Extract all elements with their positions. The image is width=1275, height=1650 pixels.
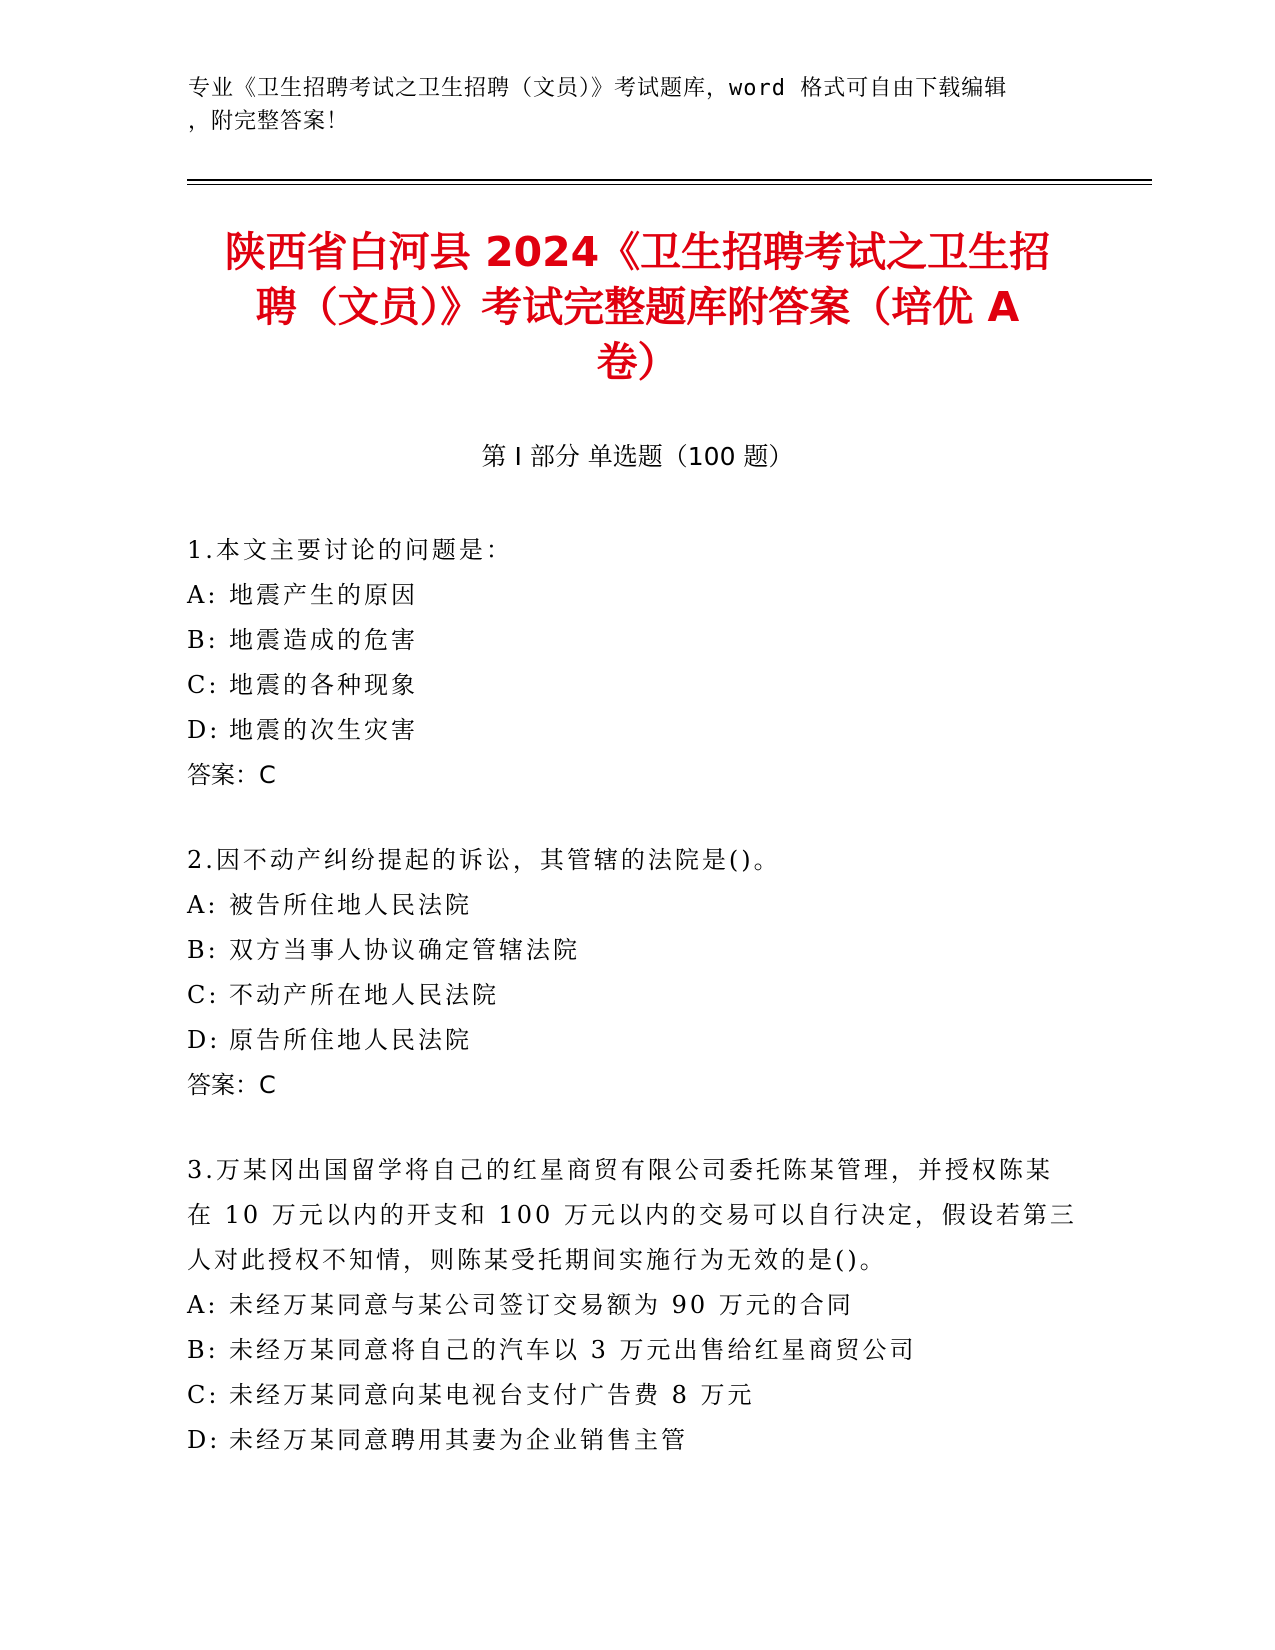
header-note xyxy=(188,72,1088,138)
option-letter: C: xyxy=(187,981,220,1009)
option-letter: B: xyxy=(187,1336,219,1364)
option-text: 未经万某同意将自己的汽车以 3 万元出售给红星商贸公司 xyxy=(229,1336,917,1364)
option-text: 双方当事人协议确定管辖法院 xyxy=(229,936,580,964)
option-text: 未经万某同意聘用其妻为企业销售主管 xyxy=(229,1426,688,1454)
document-title-line-1: 陕西省白河县 2024《卫生招聘考试之卫生招 xyxy=(224,228,1051,276)
question-3 xyxy=(187,1148,1077,1463)
option-b xyxy=(187,1328,1077,1373)
option-c xyxy=(187,1373,1077,1418)
option-letter: D: xyxy=(187,716,221,744)
question-1 xyxy=(187,528,1077,798)
option-b xyxy=(187,618,1077,663)
option-letter: D: xyxy=(187,1426,221,1454)
option-text: 地震产生的原因 xyxy=(229,581,418,609)
option-text: 地震的各种现象 xyxy=(229,671,418,699)
option-c xyxy=(187,663,1077,708)
header-note-line-2: ，附完整答案！ xyxy=(188,109,350,134)
option-text: 地震的次生灾害 xyxy=(229,716,418,744)
option-a xyxy=(187,573,1077,618)
document-title-line-3: 卷） xyxy=(596,338,679,386)
option-d xyxy=(187,1418,1077,1463)
answer-line: 答案：C xyxy=(187,761,276,789)
option-b xyxy=(187,928,1077,973)
document-title xyxy=(170,225,1105,390)
option-d xyxy=(187,1018,1077,1063)
question-stem: 3.万某冈出国留学将自己的红星商贸有限公司委托陈某管理，并授权陈某在 10 万元以内的开支和 100 万元以内的交易可以自行决定，假设若第三人对此授权不知情，则陈某受托期间实施行为无效的是()。 xyxy=(187,1156,1077,1274)
option-text: 被告所住地人民法院 xyxy=(229,891,472,919)
question-stem: 2.因不动产纠纷提起的诉讼，其管辖的法院是()。 xyxy=(187,846,781,874)
question-stem: 1.本文主要讨论的问题是： xyxy=(187,536,513,564)
option-letter: C: xyxy=(187,1381,220,1409)
answer-line: 答案：C xyxy=(187,1071,276,1099)
section-heading: 第 I 部分 单选题（100 题） xyxy=(481,442,794,471)
option-letter: C: xyxy=(187,671,220,699)
option-text: 原告所住地人民法院 xyxy=(229,1026,472,1054)
option-letter: A: xyxy=(187,891,219,919)
option-text: 地震造成的危害 xyxy=(229,626,418,654)
option-a xyxy=(187,883,1077,928)
header-divider-thin xyxy=(187,184,1152,185)
option-text: 不动产所在地人民法院 xyxy=(229,981,499,1009)
header-note-line-1: 专业《卫生招聘考试之卫生招聘（文员）》考试题库，word 格式可自由下载编辑 xyxy=(188,76,1008,101)
option-letter: A: xyxy=(187,1291,219,1319)
document-title-line-2: 聘（文员）》考试完整题库附答案（培优 A xyxy=(255,283,1020,331)
option-text: 未经万某同意向某电视台支付广告费 8 万元 xyxy=(229,1381,755,1409)
option-letter: A: xyxy=(187,581,219,609)
question-2 xyxy=(187,838,1077,1108)
option-d xyxy=(187,708,1077,753)
option-text: 未经万某同意与某公司签订交易额为 90 万元的合同 xyxy=(229,1291,854,1319)
option-letter: B: xyxy=(187,936,219,964)
option-c xyxy=(187,973,1077,1018)
option-letter: B: xyxy=(187,626,219,654)
option-letter: D: xyxy=(187,1026,221,1054)
header-divider-thick xyxy=(187,179,1152,181)
question-list xyxy=(187,528,1077,1503)
option-a xyxy=(187,1283,1077,1328)
